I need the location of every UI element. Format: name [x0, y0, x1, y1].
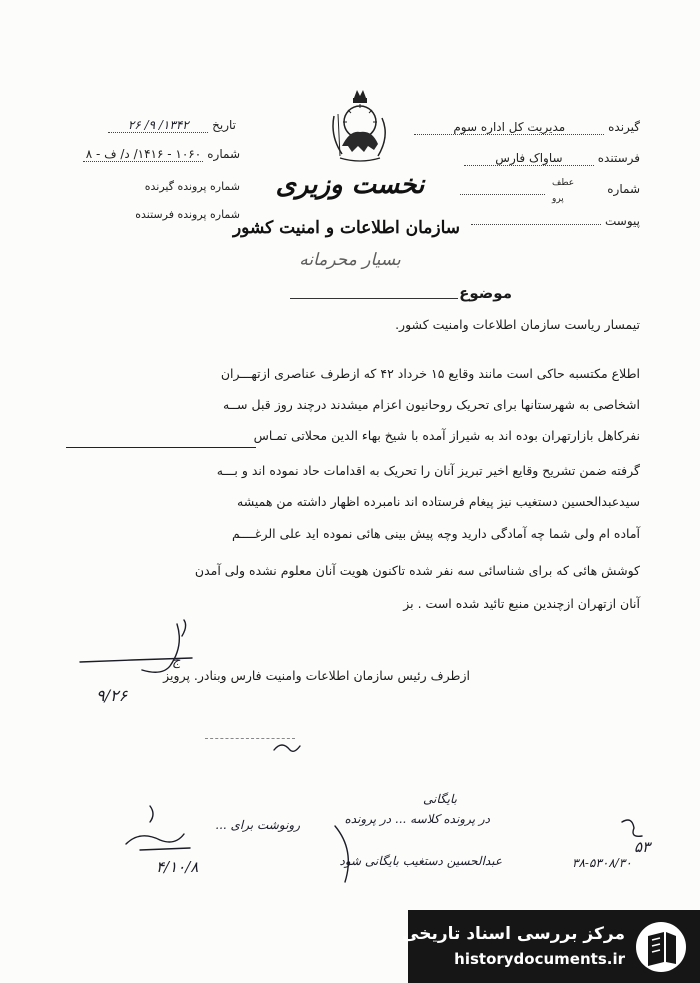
handwritten-classification: بسیار محرمانه [299, 250, 401, 270]
archive-title: مرکز بررسی اسناد تاریخی [402, 924, 625, 944]
subject-underline [290, 298, 458, 299]
date-value: ۱۳۴۲/ ۹/ ۲۶ [108, 118, 208, 133]
sender-file-label: شماره پرونده فرستنده [135, 208, 240, 221]
body-line-2: اشخاصی به شهرستانها برای تحریک روحانیون اعزام میشدند درچند روز قبل ســه [223, 397, 640, 412]
body-line-5: سیدعبدالحسین دستغیب نیز پیغام فرستاده اند نامبرده اظهار داشته من همیشه [237, 494, 640, 509]
date-row [86, 118, 236, 133]
attachment-row [460, 214, 640, 228]
note-left-line1: رونوشت برای ... [215, 818, 300, 832]
note-right-mark: ۵۳ [634, 838, 651, 856]
signature-line: ازطرف رئیس سازمان اطلاعات وامنیت فارس وبنادر. پرویز [163, 668, 470, 683]
number-value: ۱۰۶۰ - ۱۴۱۶/ د/ ف - ۸ [83, 147, 203, 162]
note-center-line2: عبدالحسین دستغیب بایگانی شود [339, 854, 502, 868]
archive-footer [402, 910, 700, 983]
number-right-dots [460, 194, 545, 195]
body-line-6: آماده ام ولی شما چه آمادگی دارید وچه پیش بینی هائی نموده اید علی الرغــــم [231, 526, 640, 541]
letterhead-subtitle: سازمان اطلاعات و امنیت کشور [232, 218, 460, 238]
archive-logo-icon [634, 920, 688, 974]
parvande-label: پرو [552, 194, 564, 204]
sender-label: فرستنده [597, 151, 640, 165]
date-label: تاریخ [212, 118, 236, 132]
signature-initial: ج [172, 654, 181, 669]
note-arrow-icon [325, 820, 365, 890]
addressee: تیمسار ریاست سازمان اطلاعات وامنیت کشور. [395, 317, 640, 332]
note-left-date: ۴/۱۰/۸ [156, 858, 199, 876]
body-line-3: نفرکاهل بازارتهران بوده اند به شیراز آمده با شیخ بهاء الدین محلاتی تمـاس [253, 428, 640, 443]
note-center-line1: در پرونده کلاسه ... در پرونده [344, 812, 490, 826]
mottaf-label: عطف [552, 178, 575, 188]
recipient-file-label: شماره پرونده گیرنده [144, 180, 240, 193]
sender-value: ساواک فارس [464, 151, 594, 166]
note-right-scrawl-icon [612, 814, 672, 854]
lion-and-sun-emblem-icon [320, 86, 400, 168]
letterhead-title: نخست وزیری [275, 170, 425, 200]
body-line-7: کوشش هائی که برای شناسائی سه نفر شده تاکنون هویت آنان معلوم نشده ولی آمدن [194, 563, 640, 578]
note-center-top: بایگانی [423, 792, 457, 806]
note-right-number: ۳۸-۵۳۰۸/۳۰ [572, 856, 632, 870]
subject-label: موضوع [459, 284, 512, 302]
archive-url[interactable]: historydocuments.ir [454, 950, 625, 968]
attachment-label: پیوست [605, 214, 640, 228]
note-left-signature-icon [120, 800, 300, 860]
handwritten-date: ۹/۲۶ [96, 686, 128, 705]
underlined-emphasis [66, 447, 256, 448]
body-line-4: گرفته ضمن تشریح وقایع اخیر تبریز آنان را تحریک به اقدامات حاد نموده اند و بـــه [216, 463, 640, 478]
recipient-label: گیرنده [608, 120, 640, 134]
body-line-8: آنان ازتهران ازچندین منبع تائید شده است . بز [403, 596, 640, 611]
number-label: شماره [207, 147, 240, 161]
number-row [72, 147, 240, 162]
body-line-1: اطلاع مکتسبه حاکی است مانند وقایع ۱۵ خرداد ۴۲ که ازطرف عناصری ازتهـــران [220, 366, 640, 381]
faint-handwriting-icon [272, 736, 302, 760]
recipient-row [400, 120, 640, 135]
recipient-value: مدیریت کل اداره سوم [414, 120, 604, 135]
sender-row [452, 151, 640, 166]
number-right-label: شماره [607, 182, 640, 196]
